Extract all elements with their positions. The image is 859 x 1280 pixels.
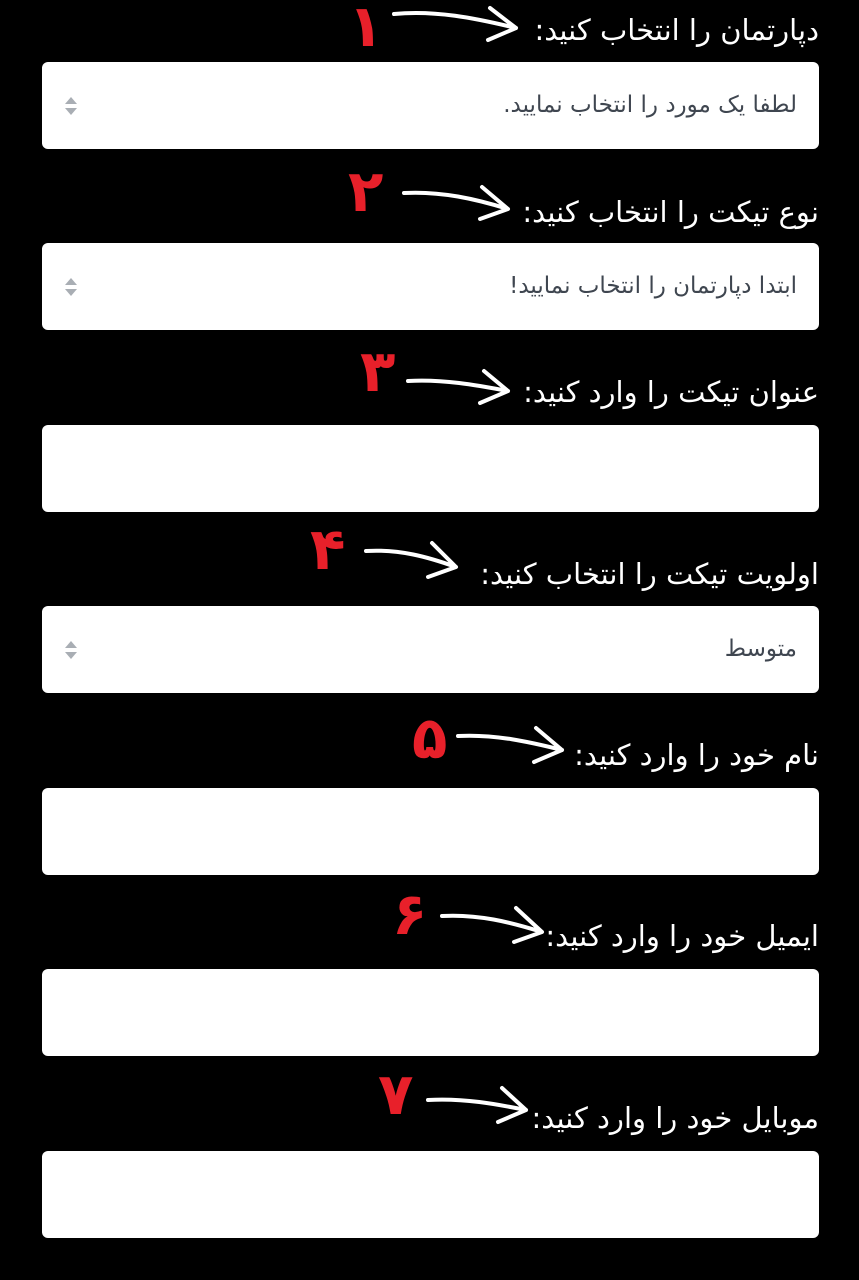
priority-select[interactable] [42,606,819,693]
mobile-input[interactable] [42,1151,819,1238]
priority-label: اولویت تیکت را انتخاب کنید: [480,557,819,591]
department-select[interactable] [42,62,819,149]
annotation-number-4: ۴ [310,515,346,583]
hand-drawn-arrow-icon [442,908,542,942]
sort-arrows-icon [64,640,78,660]
annotation-number-5: ۵ [412,704,448,772]
hand-drawn-arrow-icon [428,1088,526,1122]
mobile-label: موبایل خود را وارد کنید: [531,1101,819,1135]
ticket-title-input[interactable] [42,425,819,512]
annotation-number-7: ۷ [378,1060,414,1128]
annotation-number-1: ۱ [348,0,384,60]
priority-select-value: متوسط [724,636,797,662]
annotation-7 [376,1060,541,1128]
ticket-title-label: عنوان تیکت را وارد کنید: [523,375,819,409]
hand-drawn-arrow-icon [404,187,508,219]
annotation-1 [340,0,530,60]
hand-drawn-arrow-icon [394,8,516,40]
ticket-type-select-value: ابتدا دپارتمان را انتخاب نمایید! [509,273,797,299]
annotation-4 [308,515,468,583]
annotation-5 [410,704,575,772]
email-input[interactable] [42,969,819,1056]
ticket-type-select[interactable] [42,243,819,330]
annotation-number-3: ۳ [360,337,396,405]
sort-arrows-icon [64,96,78,116]
annotation-number-6: ۶ [392,880,428,948]
name-input[interactable] [42,788,819,875]
annotation-number-2: ۲ [348,157,384,225]
hand-drawn-arrow-icon [408,371,508,403]
department-label: دپارتمان را انتخاب کنید: [534,13,819,47]
hand-drawn-arrow-icon [458,728,562,762]
annotation-2 [346,157,526,225]
name-label: نام خود را وارد کنید: [574,738,819,772]
annotation-6 [390,880,555,948]
sort-arrows-icon [64,277,78,297]
department-select-value: لطفا یک مورد را انتخاب نمایید. [503,92,797,118]
email-label: ایمیل خود را وارد کنید: [545,919,819,953]
annotation-3 [358,337,518,405]
ticket-type-label: نوع تیکت را انتخاب کنید: [522,195,819,229]
hand-drawn-arrow-icon [366,543,456,577]
